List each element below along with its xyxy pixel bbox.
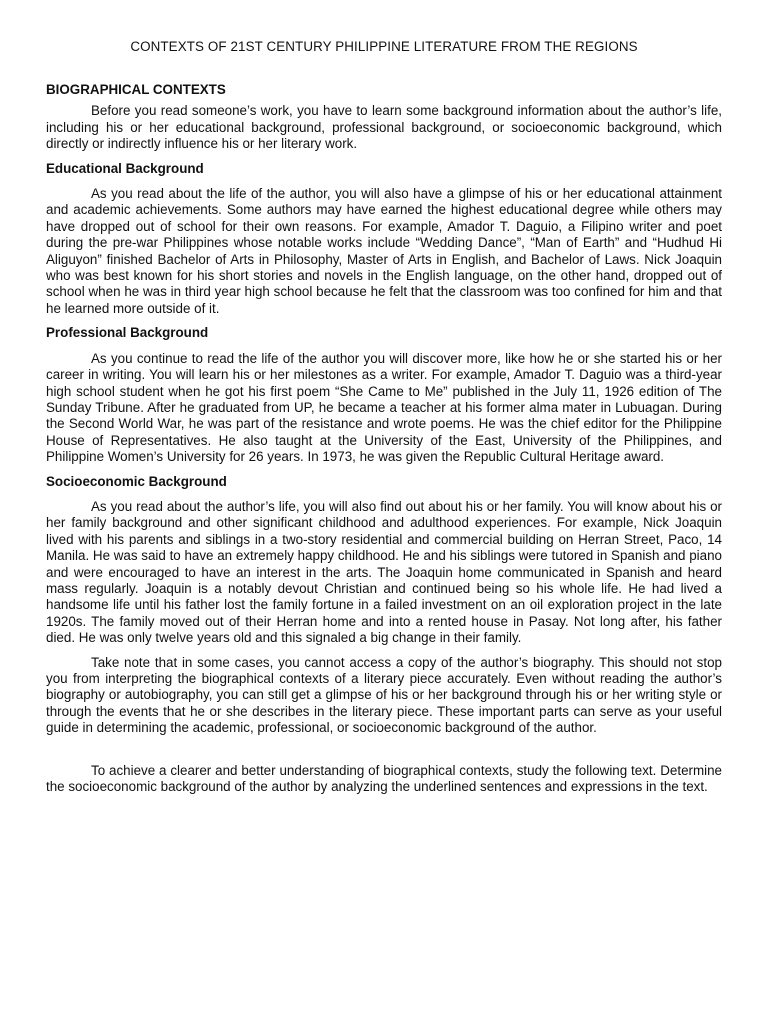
document-title: CONTEXTS OF 21ST CENTURY PHILIPPINE LITERATURE FROM THE REGIONS <box>130 39 638 54</box>
instruction-paragraph: To achieve a clearer and better understanding of biographical contexts, study the following text. Determine the socioeconomic background of the author by analyzing the underlined sentences and expressions in the text. <box>46 762 722 795</box>
heading-educational-background: Educational Background <box>46 160 204 176</box>
intro-paragraph: Before you read someone’s work, you have to learn some background information about the author’s life, including his or her educational background, professional background, or socioeconomic background, which directly or indirectly influence his or her literary work. <box>46 103 722 152</box>
heading-socioeconomic-background: Socioeconomic Background <box>46 473 227 489</box>
heading-professional-background: Professional Background <box>46 325 209 341</box>
educational-background-paragraph: As you read about the life of the author, you will also have a glimpse of his or her educational attainment and academic achievements. Some authors may have earned the highest educational degree while others may have dropped out of school for their own reasons. For example, Amador T. Daguio, a Filipino writer and poet during the pre-war Philippines whose notable works include “Wedding Dance”, “Man of Earth” and “Hudhud Hi Aliguyon” finished Bachelor of Arts in Philosophy, Master of Arts in English, and Bachelor of Laws. Nick Joaquin who was best known for his short stories and novels in the English language, on the other hand, dropped out of school when he was in third year high school because he felt that the classroom was too confined for him and that he learned more outside of it. <box>46 186 722 316</box>
socioeconomic-background-paragraph: As you read about the author’s life, you will also find out about his or her family. You will know about his or her family background and other significant childhood and adulthood experiences. For example, Nick Joaquin lived with his parents and siblings in a two-story residential and commercial building on Herran Street, Paco, 14 Manila. He was said to have an extremely happy childhood. He and his siblings were tutored in Spanish and piano and were encouraged to have an interest in the arts. The Joaquin home communicated in Spanish and heard mass regularly. Joaquin is a notably devout Christian and continued being so his whole life. He had lived a handsome life until his father lost the family fortune in a failed investment on an oil exploration project in the late 1920s. The family moved out of their Herran home and into a rented house in Pasay. Not long after, his father died. He was only twelve years old and this signaled a big change in their family. <box>46 498 722 646</box>
paragraph-spacer <box>46 745 722 763</box>
section-heading-biographical-contexts: BIOGRAPHICAL CONTEXTS <box>46 82 226 97</box>
note-paragraph: Take note that in some cases, you cannot access a copy of the author’s biography. This should not stop you from interpreting the biographical contexts of a literary piece accurately. Even without reading the author’s biography or autobiography, you can still get a glimpse of his or her background through his or her writing style or through the events that he or she describes in the literary piece. These important parts can serve as your useful guide in determining the academic, professional, or socioeconomic background of the author. <box>46 654 722 736</box>
professional-background-paragraph: As you continue to read the life of the author you will discover more, like how he or she started his or her career in writing. You will learn his or her milestones as a writer. For example, Amador T. Daguio was a third-year high school student when he got his first poem “She Came to Me” published in the July 11, 1926 edition of The Sunday Tribune. After he graduated from UP, he became a teacher at his former alma mater in Lubuagan. During the Second World War, he was part of the resistance and wrote poems. He was the chief editor for the Philippine House of Representatives. He also taught at the University of the East, University of the Philippines, and Philippine Women’s University for 26 years. In 1973, he was given the Republic Cultural Heritage award. <box>46 350 722 465</box>
